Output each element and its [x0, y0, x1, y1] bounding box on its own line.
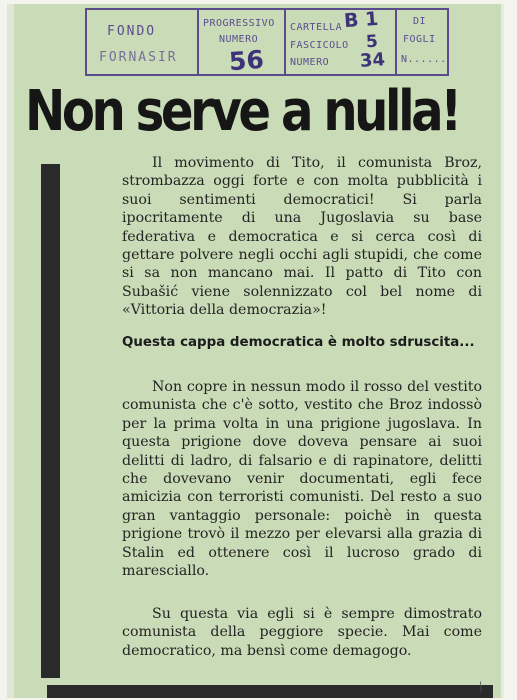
paragraph-2: Non copre in nessun modo il rosso del vestito comunista che c'è sotto, vestito che Broz indossò per la prima volta in una prigione jugoslava. In questa prigione dove doveva pensare ai suoi delitti di ladro, di falsario e di rapinatore, delitti che dovevano venir documentati, egli fece amicizia con terroristi comunisti. Del resto a suo gran vantaggio personale: poichè in questa prigione trovò il mezzo per elevarsi alla grazia di Stalin ed ottenere così il lucroso grado di maresciallo.	[122, 379, 482, 580]
stamp-di-label: DI	[413, 16, 427, 27]
subheading: Questa cappa democratica è molto sdruscita...	[122, 335, 475, 350]
stamp-fascicolo-value: 5	[365, 31, 379, 53]
document-page	[7, 4, 501, 698]
stamp-cell-fogli	[397, 10, 447, 74]
stamp-numero-value: 34	[359, 49, 386, 72]
stamp-cell-progressivo	[199, 10, 286, 77]
stamp-cell-fondo	[87, 10, 199, 74]
stamp-cartella-value: B 1	[343, 7, 380, 33]
document-title: Non serve a nulla!	[25, 79, 459, 144]
stamp-cell-cartella	[286, 7, 397, 74]
archive-stamp	[85, 8, 449, 76]
stamp-numero-label: NUMERO	[219, 34, 259, 45]
corner-pencil-mark: ⁄	[476, 680, 486, 694]
stamp-fondo-label: FONDO	[107, 24, 157, 39]
stamp-fascicolo-label: FASCICOLO	[290, 40, 349, 51]
stamp-progressivo-value: 56	[228, 44, 265, 77]
stamp-n-label: N......	[401, 54, 447, 65]
stamp-progressivo-label: PROGRESSIVO	[203, 18, 275, 29]
stamp-fornasir-label: FORNASIR	[99, 50, 178, 65]
paragraph-1: Il movimento di Tito, il comunista Broz, strombazza oggi forte e con molta pubblicità i suoi sentimenti democratici! Si parla ipocritamente di una Jugoslavia su base federativa e democratica e si cerca così di gettare polvere negli occhi agli stupidi, che come si sa non mancano mai. Il patto di Tito con Subašić viene solennizzato col bel nome di «Vittoria della democrazia»!	[122, 155, 482, 319]
vertical-rule	[41, 164, 60, 678]
paragraph-3: Su questa via egli si è sempre dimostrato comunista della peggiore specie. Mai come democratico, ma bensì come demagogo.	[122, 606, 482, 659]
page-edge-shadow	[501, 4, 504, 698]
stamp-numero2-label: NUMERO	[290, 57, 330, 68]
horizontal-rule	[47, 685, 493, 698]
stamp-fogli-label: FOGLI	[403, 34, 436, 45]
stamp-cartella-label: CARTELLA	[290, 22, 343, 33]
paper-edge	[7, 4, 14, 698]
